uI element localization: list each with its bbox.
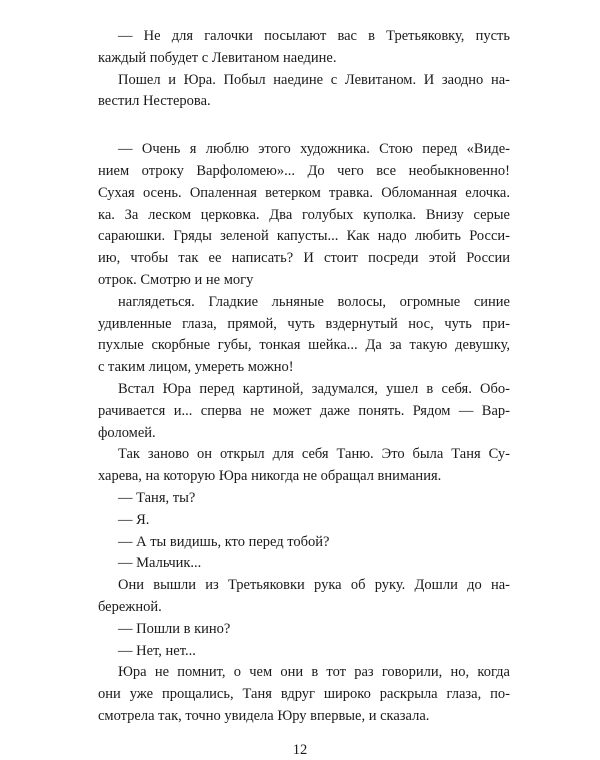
- text-line: рачивается и... сперва не может даже понять. Рядом — Вар-: [98, 403, 510, 419]
- page-number: 12: [292, 742, 308, 758]
- dialogue-line: — Таня, ты?: [118, 490, 196, 506]
- text-line: отрок. Смотрю и не могу: [98, 272, 254, 288]
- dialogue-line: — Нет, нет...: [118, 643, 196, 659]
- text-line: — Не для галочки посылают вас в Третьяковку, пусть: [118, 28, 510, 44]
- text-line: они уже прощались, Таня вдруг широко раскрыла глаза, по-: [98, 686, 510, 702]
- dialogue-line: — Я.: [118, 512, 150, 528]
- text-line: ка. За леском церковка. Два голубых куполка. Внизу серые: [98, 207, 510, 223]
- text-line: ию, чтобы так ее написать? И стоит посреди этой России: [98, 250, 510, 266]
- text-line: удивленные глаза, прямой, чуть вздернутый нос, чуть при-: [98, 316, 510, 332]
- text-line: харева, на которую Юра никогда не обращал внимания.: [98, 468, 442, 484]
- text-line: Юра не помнит, о чем они в тот раз говорили, но, когда: [118, 664, 510, 680]
- text-line: — Очень я люблю этого художника. Стою перед «Виде-: [118, 141, 510, 157]
- dialogue-line: — Мальчик...: [118, 555, 202, 571]
- dialogue-line: — Пошли в кино?: [118, 621, 231, 637]
- text-line: наглядеться. Гладкие льняные волосы, огромные синие: [118, 294, 510, 310]
- text-line: смотрела так, точно увидела Юру впервые, и сказала.: [98, 708, 430, 724]
- text-line: бережной.: [98, 599, 162, 615]
- text-line: Пошел и Юра. Побыл наедине с Левитаном. И заодно на-: [118, 72, 510, 88]
- text-line: каждый побудет с Левитаном наедине.: [98, 50, 337, 66]
- text-line: фоломей.: [98, 425, 156, 441]
- text-line: нием отроку Варфоломею»... До чего все необыкновенно!: [98, 163, 510, 179]
- text-line: сараюшки. Гряды зеленой капусты... Как надо любить Росси-: [98, 228, 510, 244]
- text-line: Они вышли из Третьяковки рука об руку. Дошли до на-: [118, 577, 510, 593]
- text-line: Сухая осень. Опаленная ветерком травка. Обломанная елочка.: [98, 185, 510, 201]
- text-line: Так заново он открыл для себя Таню. Это была Таня Су-: [118, 446, 510, 462]
- text-line: вестил Нестерова.: [98, 93, 211, 109]
- dialogue-line: — А ты видишь, кто перед тобой?: [118, 534, 330, 550]
- text-line: Встал Юра перед картиной, задумался, ушел в себя. Обо-: [118, 381, 510, 397]
- text-line: пухлые скорбные губы, тонкая шейка... Да за такую девушку,: [98, 337, 510, 353]
- text-line: с таким лицом, умереть можно!: [98, 359, 294, 375]
